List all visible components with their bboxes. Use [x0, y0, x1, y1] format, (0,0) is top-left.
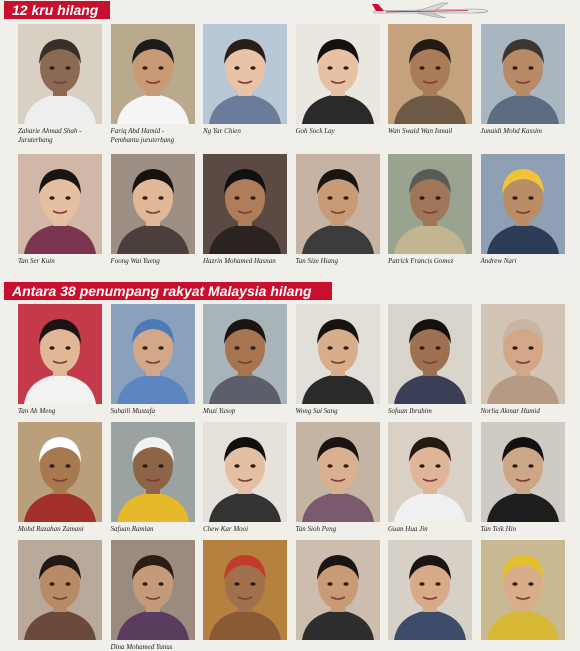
person-card	[111, 304, 195, 415]
person-photo	[18, 154, 102, 254]
portrait-photo	[388, 154, 472, 254]
person-photo	[296, 304, 380, 404]
person-card	[111, 540, 195, 651]
person-name: Patrick Francis Gomez	[388, 257, 454, 265]
person-role: Juruterbang	[18, 136, 53, 144]
person-card	[296, 24, 380, 135]
person-card	[388, 540, 472, 640]
person-card	[388, 422, 472, 533]
portrait-photo	[203, 304, 287, 404]
person-card	[18, 24, 102, 144]
person-name: Ng Yar Chien	[203, 127, 241, 135]
portrait-photo	[18, 304, 102, 404]
person-photo	[18, 540, 102, 640]
person-name: Tan Sioh Peng	[295, 525, 337, 533]
person-photo	[388, 540, 472, 640]
person-card	[296, 304, 380, 415]
portrait-photo	[388, 422, 472, 522]
person-card	[296, 540, 380, 640]
portrait-photo	[203, 540, 287, 640]
person-name: Tan Teik Hin	[480, 525, 517, 533]
portrait-photo	[388, 24, 472, 124]
portrait-photo	[296, 24, 380, 124]
portrait-photo	[481, 154, 565, 254]
portrait-photo	[481, 304, 565, 404]
person-name: Goh Sock Lay	[295, 127, 335, 135]
person-photo	[203, 24, 287, 124]
person-photo	[481, 304, 565, 404]
person-photo	[111, 304, 195, 404]
person-card	[18, 422, 102, 533]
person-photo	[203, 540, 287, 640]
portrait-photo	[481, 24, 565, 124]
person-photo	[111, 24, 195, 124]
person-name: Guan Hua Jin	[388, 525, 428, 533]
person-photo	[296, 24, 380, 124]
person-photo	[18, 422, 102, 522]
person-photo	[296, 154, 380, 254]
person-photo	[18, 304, 102, 404]
person-photo	[481, 540, 565, 640]
person-name: Norlia Akmar Hamid	[480, 407, 540, 415]
portrait-photo	[111, 304, 195, 404]
person-name: Suhaili Mustafa	[110, 407, 156, 415]
person-card	[388, 24, 472, 135]
person-photo	[481, 24, 565, 124]
portrait-photo	[111, 540, 195, 640]
portrait-photo	[18, 24, 102, 124]
person-role: Pembantu juruterbang	[110, 136, 175, 144]
portrait-photo	[388, 304, 472, 404]
person-photo	[111, 422, 195, 522]
person-card	[481, 24, 565, 135]
person-name: Dina Mohamed Yunus	[110, 643, 173, 651]
person-name: Tan Ser Kuin	[18, 257, 55, 265]
person-photo	[481, 422, 565, 522]
person-name: Fariq Abd Hamid -	[110, 127, 165, 135]
person-card	[203, 154, 287, 265]
person-name: Andrew Nari	[480, 257, 517, 265]
person-name: Tan Ah Meng	[18, 407, 56, 415]
person-card	[296, 422, 380, 533]
person-name: Hazrin Mohamed Hasnan	[203, 257, 276, 265]
person-photo	[388, 304, 472, 404]
person-card	[296, 154, 380, 265]
person-name: Safuan Ramlan	[110, 525, 154, 533]
person-card	[111, 24, 195, 144]
person-name: Sofuan Ibrahim	[388, 407, 432, 415]
portrait-photo	[481, 422, 565, 522]
portrait-photo	[203, 24, 287, 124]
person-name: Zaharie Ahmad Shah -	[18, 127, 82, 135]
person-photo	[481, 154, 565, 254]
passengers-heading: Antara 38 penumpang rakyat Malaysia hilang	[4, 282, 332, 300]
portrait-photo	[388, 540, 472, 640]
person-card	[481, 154, 565, 265]
portrait-photo	[18, 154, 102, 254]
person-card	[18, 304, 102, 415]
person-name: Chew Kar Mooi	[203, 525, 249, 533]
person-photo	[203, 422, 287, 522]
person-name: Wan Swaid Wan Ismail	[388, 127, 453, 135]
person-name: Wong Sai Sang	[295, 407, 338, 415]
person-photo	[296, 422, 380, 522]
person-name: Muzi Yusop	[203, 407, 236, 415]
person-photo	[296, 540, 380, 640]
portrait-photo	[203, 154, 287, 254]
person-photo	[111, 154, 195, 254]
portrait-photo	[296, 304, 380, 404]
portrait-photo	[481, 540, 565, 640]
person-card	[203, 540, 287, 640]
portrait-photo	[296, 422, 380, 522]
person-photo	[18, 24, 102, 124]
portrait-photo	[203, 422, 287, 522]
person-card	[481, 304, 565, 415]
person-photo	[203, 304, 287, 404]
person-card	[388, 304, 472, 415]
person-name: Foong Wai Yueng	[110, 257, 160, 265]
person-card	[18, 540, 102, 640]
person-card	[388, 154, 472, 265]
person-card	[203, 24, 287, 135]
person-card	[481, 422, 565, 533]
portrait-photo	[296, 154, 380, 254]
person-name: Mohd Razahan Zamani	[18, 525, 84, 533]
portrait-photo	[111, 154, 195, 254]
person-photo	[111, 540, 195, 640]
portrait-photo	[296, 540, 380, 640]
person-photo	[388, 154, 472, 254]
person-card	[111, 154, 195, 265]
portrait-photo	[111, 24, 195, 124]
person-name: Junaidi Mohd Kassim	[480, 127, 542, 135]
portrait-photo	[111, 422, 195, 522]
person-photo	[388, 24, 472, 124]
person-card	[111, 422, 195, 533]
person-photo	[203, 154, 287, 254]
person-photo	[388, 422, 472, 522]
person-card	[203, 304, 287, 415]
portrait-photo	[18, 422, 102, 522]
crew-heading: 12 kru hilang	[4, 1, 110, 19]
airplane-graphic	[372, 2, 490, 18]
portrait-photo	[18, 540, 102, 640]
person-card	[481, 540, 565, 640]
person-card	[203, 422, 287, 533]
person-name: Tan Size Hiang	[295, 257, 339, 265]
person-card	[18, 154, 102, 265]
